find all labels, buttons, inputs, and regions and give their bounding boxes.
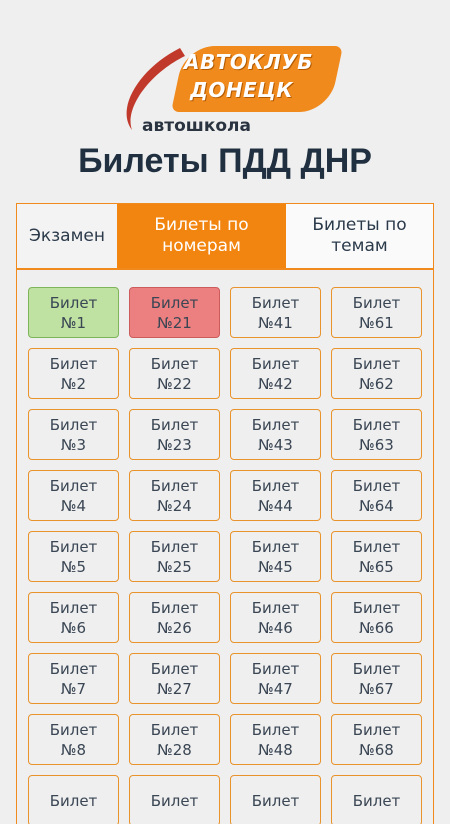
ticket-word: Билет — [49, 659, 98, 678]
ticket-button[interactable] — [129, 287, 220, 338]
ticket-number: №61 — [359, 313, 394, 332]
ticket-button[interactable] — [129, 348, 220, 399]
ticket-word: Билет — [251, 791, 300, 810]
ticket-button[interactable] — [331, 409, 422, 460]
ticket-button[interactable] — [230, 714, 321, 765]
ticket-word: Билет — [352, 537, 401, 556]
ticket-number: №44 — [258, 496, 293, 515]
ticket-button[interactable] — [28, 592, 119, 643]
logo-line1: АВТОКЛУБ — [184, 50, 313, 74]
ticket-number: №24 — [157, 496, 192, 515]
ticket-word: Билет — [150, 293, 199, 312]
ticket-number: №67 — [359, 679, 394, 698]
ticket-word: Билет — [150, 354, 199, 373]
ticket-word: Билет — [352, 598, 401, 617]
ticket-button[interactable] — [28, 470, 119, 521]
tab-tickets-by-number[interactable]: Билеты по номерам — [117, 204, 286, 268]
ticket-number: №28 — [157, 740, 192, 759]
page-title: Билеты ПДД ДНР — [78, 142, 372, 180]
ticket-number: №65 — [359, 557, 394, 576]
ticket-button[interactable] — [28, 531, 119, 582]
ticket-number: №27 — [157, 679, 192, 698]
ticket-number: №68 — [359, 740, 394, 759]
ticket-word: Билет — [49, 537, 98, 556]
ticket-number: №48 — [258, 740, 293, 759]
ticket-button[interactable] — [129, 409, 220, 460]
ticket-number: №46 — [258, 618, 293, 637]
ticket-number: №21 — [157, 313, 192, 332]
ticket-button[interactable] — [129, 531, 220, 582]
logo-subtitle: автошкола — [142, 116, 251, 136]
ticket-word: Билет — [49, 720, 98, 739]
ticket-button[interactable] — [331, 653, 422, 704]
tickets-panel — [16, 203, 434, 824]
ticket-word: Билет — [352, 293, 401, 312]
ticket-number: №1 — [60, 313, 87, 332]
ticket-button[interactable] — [331, 592, 422, 643]
ticket-number: №7 — [60, 679, 87, 698]
ticket-word: Билет — [352, 415, 401, 434]
ticket-button[interactable] — [230, 287, 321, 338]
ticket-word: Билет — [49, 476, 98, 495]
ticket-number: №4 — [60, 496, 87, 515]
ticket-word: Билет — [150, 537, 199, 556]
ticket-number: №45 — [258, 557, 293, 576]
ticket-number: №23 — [157, 435, 192, 454]
ticket-button[interactable] — [28, 714, 119, 765]
ticket-word: Билет — [251, 415, 300, 434]
ticket-button[interactable] — [28, 348, 119, 399]
ticket-word: Билет — [150, 415, 199, 434]
ticket-button[interactable] — [129, 470, 220, 521]
ticket-word: Билет — [251, 659, 300, 678]
ticket-word: Билет — [352, 476, 401, 495]
ticket-button[interactable] — [28, 409, 119, 460]
ticket-number: №25 — [157, 557, 192, 576]
ticket-word: Билет — [49, 598, 98, 617]
ticket-word: Билет — [251, 293, 300, 312]
ticket-number: №63 — [359, 435, 394, 454]
ticket-number: №8 — [60, 740, 87, 759]
ticket-word: Билет — [150, 659, 199, 678]
ticket-button[interactable] — [129, 714, 220, 765]
ticket-number: №47 — [258, 679, 293, 698]
ticket-number: №43 — [258, 435, 293, 454]
ticket-word: Билет — [150, 598, 199, 617]
logo-line2: ДОНЕЦК — [190, 78, 294, 102]
ticket-button[interactable] — [230, 531, 321, 582]
ticket-word: Билет — [352, 354, 401, 373]
tab-tickets-by-topic[interactable]: Билеты по темам — [286, 204, 433, 268]
ticket-word: Билет — [150, 476, 199, 495]
ticket-number: №3 — [60, 435, 87, 454]
ticket-number: №41 — [258, 313, 293, 332]
autoclub-logo — [110, 38, 340, 138]
ticket-word: Билет — [251, 720, 300, 739]
ticket-button[interactable] — [230, 348, 321, 399]
ticket-word: Билет — [49, 354, 98, 373]
ticket-word: Билет — [352, 791, 401, 810]
ticket-number: №2 — [60, 374, 87, 393]
ticket-word: Билет — [49, 415, 98, 434]
ticket-button[interactable] — [331, 287, 422, 338]
ticket-number: №26 — [157, 618, 192, 637]
ticket-number: №6 — [60, 618, 87, 637]
ticket-button[interactable] — [129, 592, 220, 643]
ticket-button[interactable] — [331, 531, 422, 582]
ticket-word: Билет — [49, 293, 98, 312]
ticket-word: Билет — [251, 537, 300, 556]
ticket-number: №66 — [359, 618, 394, 637]
ticket-button[interactable] — [129, 653, 220, 704]
ticket-number: №42 — [258, 374, 293, 393]
ticket-word: Билет — [49, 791, 98, 810]
ticket-word: Билет — [251, 476, 300, 495]
tab-exam[interactable]: Экзамен — [17, 204, 117, 268]
ticket-word: Билет — [352, 720, 401, 739]
ticket-grid — [28, 287, 422, 824]
ticket-button[interactable] — [331, 348, 422, 399]
ticket-word: Билет — [251, 354, 300, 373]
ticket-button[interactable] — [230, 409, 321, 460]
ticket-button[interactable] — [230, 470, 321, 521]
ticket-button[interactable] — [331, 470, 422, 521]
ticket-button[interactable] — [28, 287, 119, 338]
ticket-button[interactable] — [331, 714, 422, 765]
ticket-button[interactable] — [230, 653, 321, 704]
ticket-button[interactable] — [28, 653, 119, 704]
ticket-number: №64 — [359, 496, 394, 515]
ticket-word: Билет — [352, 659, 401, 678]
ticket-word: Билет — [251, 598, 300, 617]
ticket-number: №22 — [157, 374, 192, 393]
ticket-button[interactable] — [230, 592, 321, 643]
ticket-number: №5 — [60, 557, 87, 576]
ticket-word: Билет — [150, 720, 199, 739]
ticket-word: Билет — [150, 791, 199, 810]
ticket-number: №62 — [359, 374, 394, 393]
tab-bar — [17, 204, 433, 270]
